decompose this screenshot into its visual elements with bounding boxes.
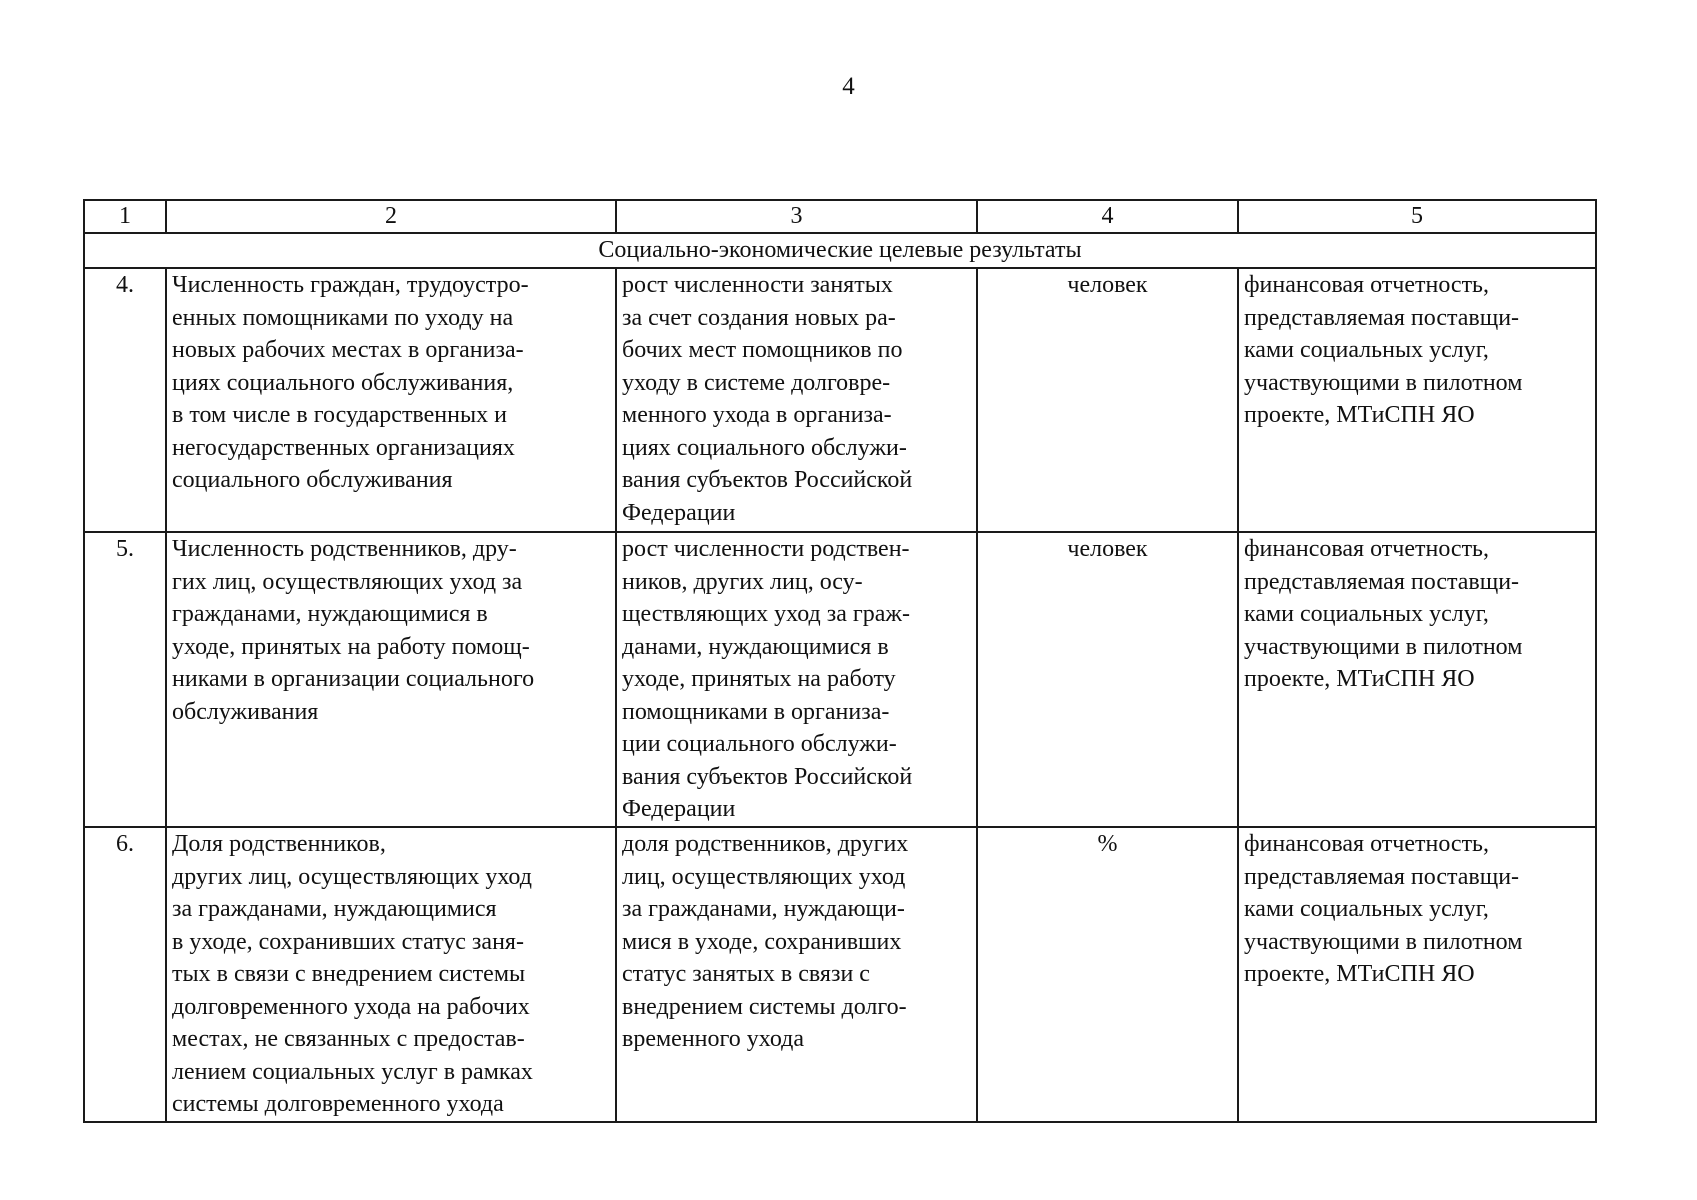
description-cell	[616, 532, 977, 827]
source-cell	[1238, 532, 1596, 827]
cell-line: негосударственных организациях	[172, 434, 515, 461]
indicator-cell	[166, 827, 616, 1122]
cell-line: новых рабочих местах в организа-	[172, 337, 524, 363]
cell-line: мися в уходе, сохранивших	[622, 928, 902, 955]
source-cell	[1238, 827, 1596, 1122]
cell-line: проекте, МТиСПН ЯО	[1244, 961, 1475, 987]
cell-line: уходе, принятых на работу	[622, 666, 896, 692]
description-cell	[616, 268, 977, 532]
cell-line: гих лиц, осуществляющих уход за	[172, 568, 523, 595]
cell-line: других лиц, осуществляющих уход	[172, 863, 532, 890]
row-number: 6.	[84, 827, 166, 1122]
cell-line: Численность граждан, трудоустро-	[172, 272, 529, 298]
cell-line: за гражданами, нуждающимися	[172, 896, 497, 922]
cell-line: ками социальных услуг,	[1244, 896, 1489, 922]
cell-line: обслуживания	[172, 698, 319, 725]
cell-line: представляемая поставщи-	[1244, 568, 1520, 595]
cell-line: лением социальных услуг в рамках	[172, 1058, 533, 1085]
cell-line: рост численности занятых	[622, 272, 893, 298]
row-number: 5.	[84, 532, 166, 827]
cell-line: менного ухода в организа-	[622, 402, 892, 428]
cell-line: бочих мест помощников по	[622, 337, 903, 363]
cell-line: проекте, МТиСПН ЯО	[1244, 666, 1475, 692]
unit-cell: человек	[977, 532, 1238, 827]
section-title: Социально-экономические целевые результаты	[84, 233, 1596, 268]
cell-line: вания субъектов Российской	[622, 467, 913, 493]
table-row	[84, 268, 1596, 532]
cell-line: уходе, принятых на работу помощ-	[172, 633, 530, 660]
cell-line: рост численности родствен-	[622, 536, 910, 562]
cell-line: участвующими в пилотном	[1244, 633, 1523, 660]
cell-line: представляемая поставщи-	[1244, 304, 1520, 331]
unit-cell: человек	[977, 268, 1238, 532]
cell-line: помощниками в организа-	[622, 698, 890, 725]
cell-line: никами в организации социального	[172, 666, 535, 692]
table-row	[84, 827, 1596, 1122]
header-cell: 3	[616, 200, 977, 233]
cell-line: в том числе в государственных и	[172, 402, 507, 428]
cell-line: уходу в системе долговре-	[622, 369, 891, 396]
row-number: 4.	[84, 268, 166, 532]
cell-line: временного ухода	[622, 1026, 805, 1052]
unit-cell: %	[977, 827, 1238, 1122]
cell-line: лиц, осуществляющих уход	[622, 863, 906, 890]
cell-line: социального обслуживания	[172, 467, 453, 493]
indicators-table	[83, 199, 1597, 1123]
cell-line: за счет создания новых ра-	[622, 304, 896, 331]
indicator-cell	[166, 532, 616, 827]
cell-line: данами, нуждающимися в	[622, 633, 889, 660]
cell-line: Федерации	[622, 499, 736, 526]
cell-line: ции социального обслужи-	[622, 731, 897, 757]
cell-line: статус занятых в связи с	[622, 961, 870, 987]
cell-line: ников, других лиц, осу-	[622, 568, 863, 595]
cell-line: участвующими в пилотном	[1244, 369, 1523, 396]
cell-line: ществляющих уход за граж-	[622, 601, 910, 627]
cell-line: циях социального обслужи-	[622, 434, 907, 461]
cell-line: в уходе, сохранивших статус заня-	[172, 928, 524, 955]
cell-line: проекте, МТиСПН ЯО	[1244, 402, 1475, 428]
source-cell	[1238, 268, 1596, 532]
cell-line: внедрением системы долго-	[622, 993, 907, 1020]
cell-line: долговременного ухода на рабочих	[172, 993, 530, 1020]
cell-line: енных помощниками по уходу на	[172, 304, 514, 331]
table-row	[84, 532, 1596, 827]
header-cell: 1	[84, 200, 166, 233]
header-cell: 2	[166, 200, 616, 233]
cell-line: представляемая поставщи-	[1244, 863, 1520, 890]
cell-line: финансовая отчетность,	[1244, 831, 1490, 857]
cell-line: системы долговременного ухода	[172, 1091, 504, 1117]
cell-line: Численность родственников, дру-	[172, 536, 517, 562]
section-row	[84, 233, 1596, 268]
cell-line: ками социальных услуг,	[1244, 601, 1489, 627]
cell-line: циях социального обслуживания,	[172, 369, 514, 396]
cell-line: вания субъектов Российской	[622, 763, 913, 790]
cell-line: финансовая отчетность,	[1244, 536, 1490, 562]
indicator-cell	[166, 268, 616, 532]
cell-line: гражданами, нуждающимися в	[172, 601, 488, 627]
table-header-row	[84, 200, 1596, 233]
cell-line: местах, не связанных с предостав-	[172, 1026, 525, 1052]
cell-line: участвующими в пилотном	[1244, 928, 1523, 955]
cell-line: за гражданами, нуждающи-	[622, 896, 905, 922]
page-number: 4	[842, 73, 855, 100]
cell-line: тых в связи с внедрением системы	[172, 961, 526, 987]
cell-line: Доля родственников,	[172, 831, 386, 857]
cell-line: Федерации	[622, 796, 736, 822]
header-cell: 5	[1238, 200, 1596, 233]
header-cell: 4	[977, 200, 1238, 233]
cell-line: ками социальных услуг,	[1244, 337, 1489, 363]
cell-line: финансовая отчетность,	[1244, 272, 1490, 298]
description-cell	[616, 827, 977, 1122]
cell-line: доля родственников, других	[622, 831, 909, 857]
